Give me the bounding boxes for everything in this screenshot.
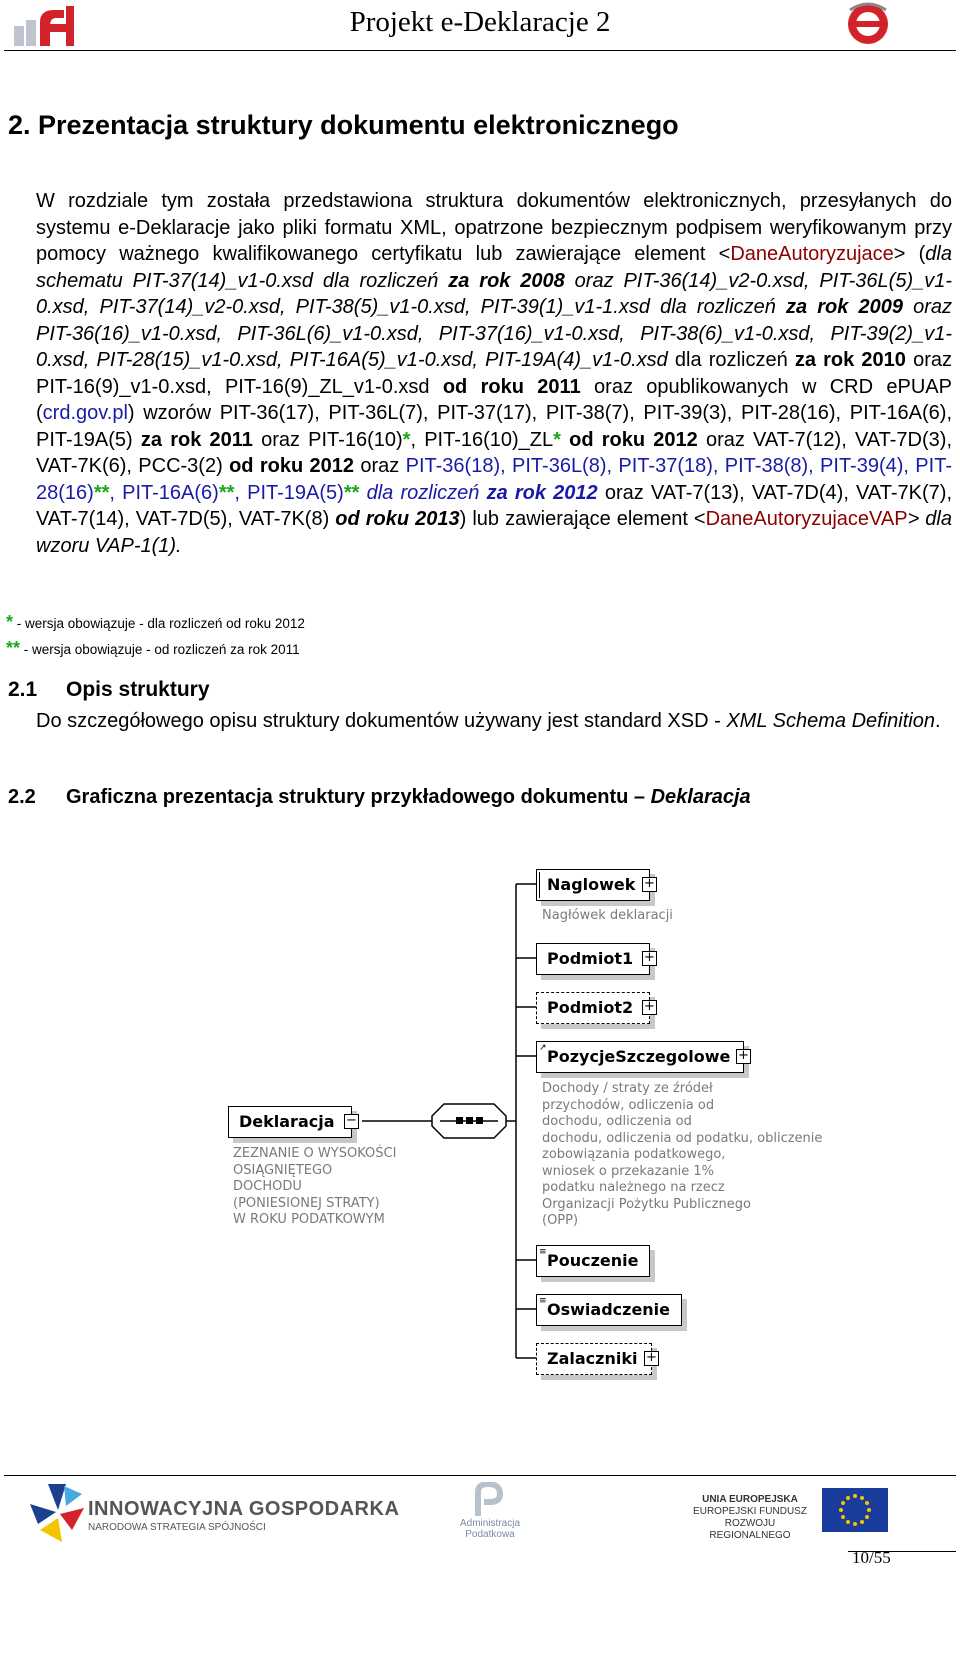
doc-line: Organizacji Pożytku Publicznego: [542, 1196, 751, 1212]
element-label: Deklaracja: [239, 1112, 335, 1131]
year-emphasis: od roku 2011: [442, 375, 581, 398]
doc-line: ZEZNANIE O WYSOKOŚCI: [233, 1146, 397, 1161]
para-text: oraz VAT-7(12), VAT-7D(3), VAT-7K(6), PCC-3(2): [36, 428, 952, 477]
para-text: oraz: [354, 455, 406, 477]
dane-autoryzujace-ref: DaneAutoryzujace: [730, 243, 894, 265]
text-lines-icon: ≡: [539, 1247, 547, 1257]
element-deklaracja[interactable]: [228, 1106, 357, 1138]
doc-line: DOCHODU: [233, 1179, 302, 1194]
star-marker: *: [402, 428, 411, 451]
note-star: *: [6, 612, 14, 632]
element-oswiadczenie[interactable]: [536, 1294, 682, 1326]
para-text: oraz opublikowanych w CRD ePUAP (: [36, 375, 952, 424]
year-emphasis: za rok 2008: [448, 269, 565, 292]
dane-vap-ref: DaneAutoryzujaceVAP: [705, 508, 908, 530]
doc-line: W ROKU PODATKOWYM: [233, 1212, 385, 1227]
star-marker: **: [93, 481, 110, 504]
para-text: dla rozliczeń: [359, 481, 487, 504]
element-zalaczniki[interactable]: [536, 1343, 657, 1375]
year-emphasis: za rok 2011: [140, 428, 253, 451]
star-marker: **: [218, 481, 235, 504]
year-emphasis: za rok 2010: [794, 349, 906, 371]
element-pozycje-szczegolowe[interactable]: [536, 1041, 749, 1073]
subsection-heading-2-1: [8, 678, 210, 702]
para-text: .: [934, 710, 941, 732]
expand-plus-icon[interactable]: +: [736, 1049, 751, 1064]
ue-text-line: ROZWOJU REGIONALNEGO: [709, 1518, 791, 1541]
element-pouczenie[interactable]: [536, 1245, 650, 1277]
subsection-heading-2-2: [8, 786, 751, 809]
para-text: oraz VAT-7(13), VAT-7D(4), VAT-7K(7), VAT-7(14), VAT-7D(5), VAT-7K(8): [36, 481, 952, 530]
administracja-podatkowa-logo: [450, 1482, 530, 1548]
doc-line: wniosek o przekazanie 1%: [542, 1163, 715, 1179]
page-number: 10/55: [852, 1548, 891, 1567]
expand-plus-icon[interactable]: +: [644, 1351, 659, 1366]
para-text: oraz PIT-36(16)_v1-0.xsd, PIT-36L(6)_v1-0.xsd, PIT-37(16)_v1-0.xsd, PIT-38(6)_v1-0.xsd, PIT-39(2)_v1-0.xsd, PIT-28(15)_v1-0.xsd, PIT-16A(5)_v1-0.xsd, PIT-19A(4)_v1-0.xsd: [36, 296, 952, 371]
doc-line: zobowiązania podatkowego,: [542, 1147, 726, 1162]
reference-arrow-icon: ↗: [539, 1043, 547, 1053]
para-text: W rozdziale tym została przedstawiona struktura dokumentów elektronicznych, przesyłanych do systemu e-Deklaracje jako pliki formatu XML, opatrzone bezpiecznym podpisem weryfikowanym przy pomocy ważnego kwalifikowanego certyfikatu lub zawierające element <: [36, 190, 952, 265]
para-text: Do szczegółowego opisu struktury dokumentów używany jest standard XSD -: [36, 710, 727, 732]
para-text: oraz PIT-16(9)_v1-0.xsd, PIT-16(9)_ZL_v1-0.xsd: [36, 349, 952, 398]
doc-line: (OPP): [542, 1213, 579, 1228]
subsection-title: Graficzna prezentacja struktury przykładowego dokumentu –: [66, 786, 651, 808]
subsection-number: 2.1: [8, 678, 38, 701]
year-emphasis: za rok 2009: [785, 296, 903, 318]
admin-logo-line: Podatkowa: [465, 1529, 515, 1540]
para-text: oraz PIT-36(14)_v2-0.xsd, PIT-36L(5)_v1-0.xsd, PIT-37(14)_v2-0.xsd, PIT-38(5)_v1-0.xsd, PIT-39(1)_v1-1.xsd dla rozliczeń: [36, 269, 953, 318]
main-paragraph: [8, 188, 952, 559]
form-list-blue: , PIT-16A(6): [109, 481, 219, 504]
star-marker: **: [343, 481, 360, 504]
crd-link[interactable]: crd.gov.pl: [42, 402, 128, 424]
eu-flag-icon: [822, 1488, 888, 1532]
subsection-2-1-text: [8, 708, 952, 735]
note-2: [6, 638, 300, 659]
collapse-minus-icon[interactable]: −: [344, 1114, 359, 1129]
element-label: Zalaczniki: [547, 1349, 638, 1368]
doc-line: OSIĄGNIĘTEGO: [233, 1162, 333, 1178]
year-emphasis: od roku 2012: [569, 428, 698, 451]
doc-line: przychodów, odliczenia od: [542, 1097, 715, 1113]
note-text: - wersja obowiązuje - od rozliczeń za rok 2011: [23, 642, 300, 657]
expand-plus-icon[interactable]: +: [642, 951, 657, 966]
para-text: oraz PIT-16(10): [252, 428, 403, 451]
ue-text-line: EUROPEJSKI FUNDUSZ: [693, 1506, 807, 1517]
list-border-icon: [539, 872, 540, 898]
e-deklaracje-logo: [846, 2, 890, 46]
expand-plus-icon[interactable]: +: [642, 877, 657, 892]
element-naglowek-doc: [542, 908, 673, 925]
innowacyjna-gospodarka-logo: [26, 1480, 400, 1548]
expand-plus-icon[interactable]: +: [642, 1000, 657, 1015]
star-marker: *: [553, 428, 561, 451]
element-label: Podmiot2: [547, 998, 634, 1017]
header-rule: [4, 50, 956, 51]
header-title: Projekt e-Deklaracje 2: [349, 6, 611, 38]
element-naglowek[interactable]: [536, 869, 655, 901]
note-star: **: [6, 638, 21, 658]
subsection-title: Opis struktury: [66, 678, 210, 701]
para-text: dla schematu PIT-37(14)_v1-0.xsd dla rozliczeń: [36, 243, 952, 292]
ue-text-line: UNIA EUROPEJSKA: [702, 1494, 798, 1505]
element-label: Naglowek: [547, 875, 636, 894]
para-text: ) lub zawierające element <: [459, 508, 706, 530]
doc-line: (PONIESIONEJ STRATY): [233, 1195, 380, 1211]
para-text: XML Schema Definition: [726, 710, 935, 732]
year-emphasis: od roku 2013: [335, 508, 460, 530]
element-label: Podmiot1: [547, 949, 634, 968]
para-text: dla rozliczeń: [667, 349, 795, 371]
element-label: Pouczenie: [547, 1251, 639, 1270]
innowacyjna-subtitle: NARODOWA STRATEGIA SPÓJNOŚCI: [88, 1522, 266, 1533]
subsection-title-italic: Deklaracja: [650, 786, 751, 808]
form-list-blue: PIT-36(18), PIT-36L(8), PIT-37(18), PIT-38(8), PIT-39(4), PIT-28(16): [36, 455, 952, 504]
innowacyjna-title: INNOWACYJNA GOSPODARKA: [88, 1498, 400, 1520]
admin-logo-line: Administracja: [459, 1518, 521, 1529]
para-text: ) wzorów PIT-36(17), PIT-36L(7), PIT-37(17), PIT-38(7), PIT-39(3), PIT-28(16), PIT-16A(6), PIT-19A(5): [36, 402, 952, 451]
element-deklaracja-doc: [233, 1146, 396, 1229]
sequence-compositor-icon: [432, 1104, 506, 1138]
section-heading: 2. Prezentacja struktury dokumentu elektronicznego: [8, 110, 679, 140]
ue-text-block: [690, 1494, 810, 1542]
doc-line: Nagłówek deklaracji: [542, 908, 673, 923]
note-text: - wersja obowiązuje - dla rozliczeń od roku 2012: [16, 616, 305, 631]
element-podmiot2[interactable]: [536, 992, 655, 1024]
form-list-blue: , PIT-19A(5): [234, 481, 344, 504]
para-text: > (: [893, 243, 926, 265]
element-label: Oswiadczenie: [547, 1300, 671, 1319]
year-emphasis: za rok 2012: [486, 481, 598, 504]
note-1: [6, 612, 305, 633]
element-label: PozycjeSzczegolowe: [547, 1047, 731, 1066]
footer-rule: [4, 1475, 956, 1476]
para-text: , PIT-16(10)_ZL: [410, 428, 554, 451]
doc-line: podatku należnego na rzecz: [542, 1180, 725, 1195]
doc-line: dochodu, odliczenia od podatku, obliczenie: [542, 1130, 823, 1146]
doc-line: Dochody / straty ze źródeł: [542, 1081, 713, 1096]
doc-line: dochodu, odliczenia od: [542, 1114, 692, 1129]
para-text: > dla wzoru VAP-1(1).: [36, 508, 952, 557]
text-lines-icon: ≡: [539, 1296, 547, 1306]
subsection-number: 2.2: [8, 786, 36, 808]
element-pozycje-doc: [542, 1081, 822, 1230]
year-emphasis: od roku 2012: [229, 455, 355, 477]
element-podmiot1[interactable]: [536, 943, 655, 975]
